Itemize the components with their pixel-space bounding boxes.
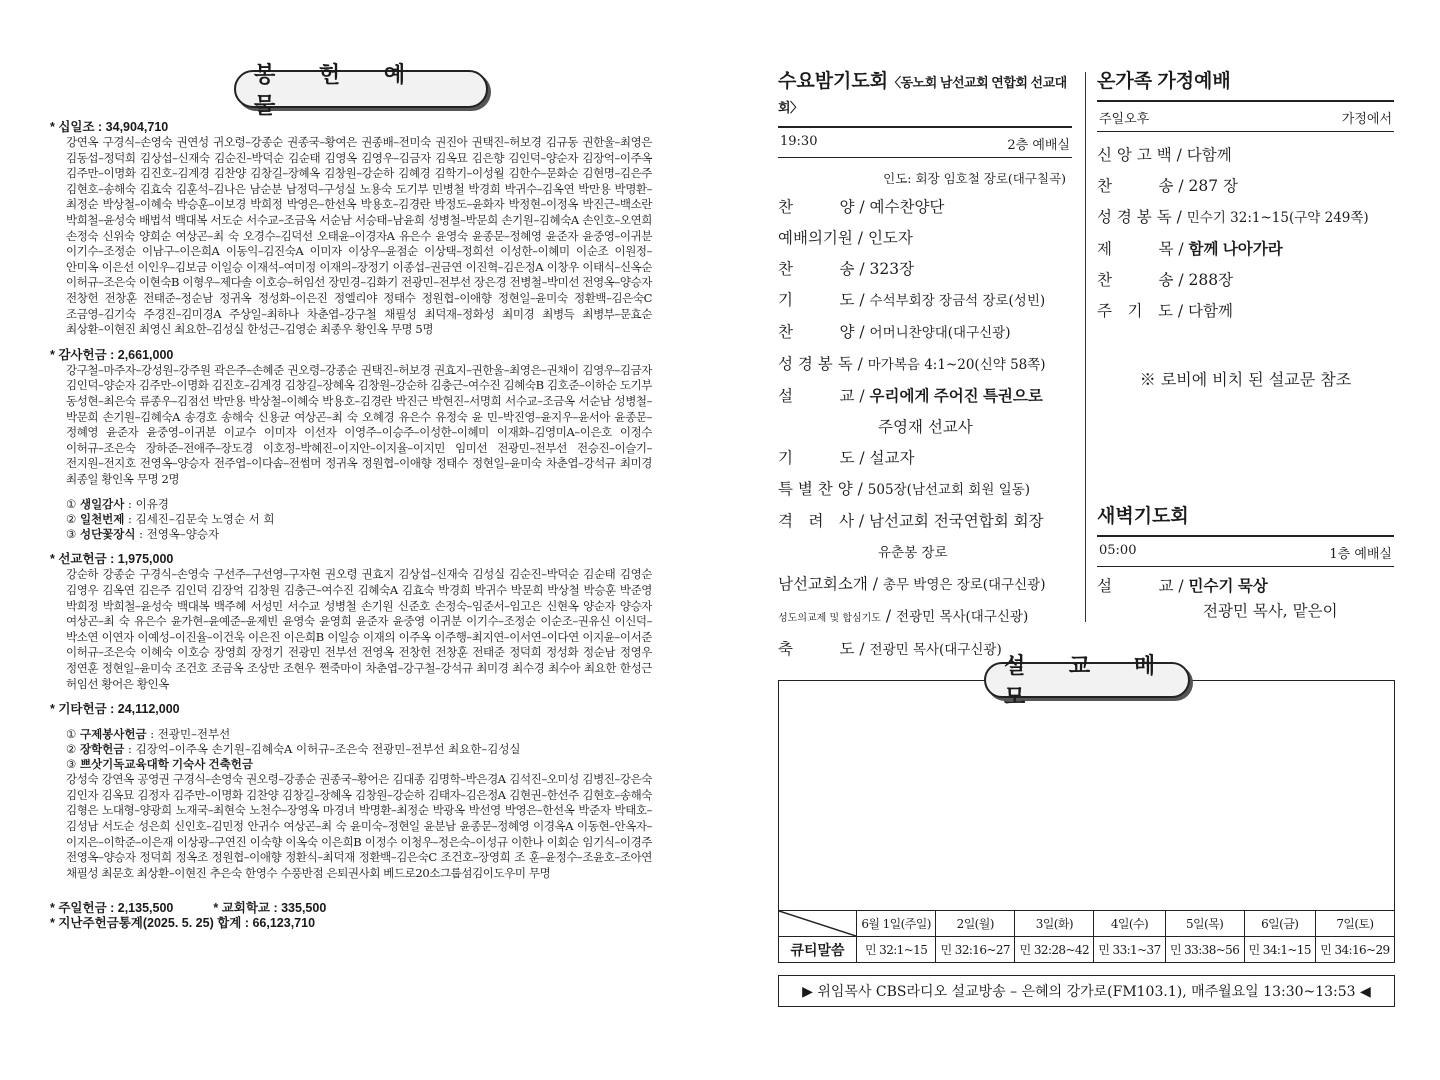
order-item-key: 찬 양 xyxy=(778,323,855,341)
order-item-key: 성 경 봉 독 xyxy=(778,355,853,373)
order-item-value: 다함께 xyxy=(1188,302,1233,320)
other-sub-item: ① 구제봉사헌금 : 전광민–전부선 xyxy=(66,727,231,742)
order-item-value: 505장(남선교회 회원 일동) xyxy=(867,482,1031,498)
family-time: 주일오후 xyxy=(1099,112,1150,127)
order-item-value: 다함께 xyxy=(1186,146,1232,164)
order-item: 성도의교제 및 합심기도 / 전광민 목사(대구신광) xyxy=(778,601,1072,634)
qt-verse: 민 34:16~29 xyxy=(1315,937,1394,963)
order-item: 기 도 / 설교자 xyxy=(778,443,1072,474)
totals-line xyxy=(50,901,652,916)
offering-title: 봉 헌 예 물 xyxy=(234,70,488,108)
family-place: 가정에서 xyxy=(1341,112,1392,127)
school-total: * 교회학교 : 335,500 xyxy=(213,901,327,916)
order-item: 찬 송 / 287 장 xyxy=(1097,171,1394,202)
dawn-place: 1층 예배실 xyxy=(1329,547,1392,562)
thanks-sub-item: ① 생일감사 : 이유경 xyxy=(66,497,169,512)
wednesday-subtitle: 〈동노회 남선교회 연합회 선교대회〉 xyxy=(778,75,1067,115)
offering-page xyxy=(50,62,652,1070)
order-item xyxy=(778,412,1072,443)
qt-verse: 민 33:38~56 xyxy=(1165,937,1244,963)
order-item: 특 별 찬 양 / 505장(남선교회 회원 일동) xyxy=(778,474,1072,506)
order-item: 찬 양 / 어머니찬양대(대구신광) xyxy=(778,317,1072,349)
order-item: 찬 송 / 323장 xyxy=(778,254,1072,285)
order-item: 축 도 / 전광민 목사(대구신광) xyxy=(778,634,1072,666)
wednesday-lead: 인도: 회장 임호철 장로(대구칠곡) xyxy=(883,171,1066,186)
other-section xyxy=(50,702,652,881)
order-item-key: 찬 송 xyxy=(1097,271,1174,289)
order-item: 예배의기원 / 인도자 xyxy=(778,223,1072,254)
qt-day: 5일(목) xyxy=(1165,911,1244,937)
order-item: 신 앙 고 백 / 다함께 xyxy=(1097,140,1394,171)
mission-section xyxy=(50,552,652,692)
order-item-value: 예수찬양단 xyxy=(869,198,945,216)
qt-verse: 민 32:1~15 xyxy=(857,937,936,963)
order-item-value: 민수기 32:1~15(구약 249쪽) xyxy=(1186,210,1369,226)
order-item-value: 총무 박영은 장로(대구신광) xyxy=(882,577,1046,593)
order-item-key: 찬 송 xyxy=(778,260,855,278)
qt-day: 2일(월) xyxy=(936,911,1015,937)
qt-verse: 민 34:1~15 xyxy=(1244,937,1315,963)
sunday-total: * 주일헌금 : 2,135,500 xyxy=(50,901,174,916)
qt-day: 7일(토) xyxy=(1315,911,1394,937)
wednesday-order xyxy=(778,192,1072,666)
other-sub-item: ② 장학헌금 : 김장억–이주옥 손기원–김혜숙A 이허규–조은숙 전광민–전부선 최요한–김성실 xyxy=(66,742,521,757)
thanks-sub-item: ③ 성단꽃장식 : 전영옥–양승자 xyxy=(66,527,220,542)
order-item-key: 특 별 찬 양 xyxy=(778,480,853,498)
order-item-value: 수석부회장 장금석 장로(성빈) xyxy=(869,293,1046,309)
order-item-key: 기 도 xyxy=(778,291,855,309)
order-item-key: 찬 송 xyxy=(1097,177,1174,195)
thanks-sub-item: ② 일천번제 : 김세진–김문숙 노영순 서 희 xyxy=(66,512,275,527)
order-item-key: 축 도 xyxy=(778,640,855,658)
order-item-value: 함께 나아가라 xyxy=(1188,241,1283,258)
order-item-key: 성 경 봉 독 xyxy=(1097,208,1172,226)
qt-day-row xyxy=(779,911,1395,937)
family-service xyxy=(1097,70,1394,390)
wednesday-time: 19:30 xyxy=(780,134,818,149)
dawn-title: 새벽기도회 xyxy=(1097,506,1189,527)
dawn-sermon-title: 민수기 묵상 xyxy=(1188,578,1268,595)
order-item-key: 격 려 사 xyxy=(778,512,854,530)
order-item: 찬 송 / 288장 xyxy=(1097,265,1394,296)
order-item-key: 설 교 xyxy=(778,387,855,405)
order-item-key: 성도의교제 및 합심기도 xyxy=(778,613,881,624)
dawn-time: 05:00 xyxy=(1099,543,1137,558)
order-item-value: 설교자 xyxy=(869,449,915,467)
order-item-value: 인도자 xyxy=(867,229,913,247)
construction-names: 강성숙 강연옥 공영권 구경식–손영숙 권오령–강종순 권종국–황어은 김대종 김명학–박은경A 김석진–오미성 김병진–강은숙 김인자 김옥묘 김정자 김주만–이명화 김찬양 김창길–장혜옥 김창원–강순하 김태자–김은정A 김현권–한선주 김현호–송해숙 김형은 노대형–양광희 노재국–최현숙 노천수–장영옥 마경녀 박명환–최정순 박광옥 박선영 박영은–한선옥 박준자 박태호–김성남 서도순 성은희 신인호–김민정 안귀수 여상곤–최 숙 윤미숙–정현일 윤분남 윤종문–정혜영 이경옥A 이동현–안옥자–이지은–이학준–이은재 이상광–구연진 이숙향 이옥숙 이은희B 이정수 이청우–정은숙–이성규 이한나 이회순 임기식–이경주 전영옥–양승자 정덕희 정옥조 정원협–이애향 정환식–최덕재 정환백–김은숙C 조건호–장영희 조 훈–윤정수–조윤호–조아연 채필성 최문호 최상환–이현진 추은숙 한영수 수풍반점 은퇴권사회 베드로20소그룹섬김이도우미 무명 xyxy=(66,772,652,880)
family-meta xyxy=(1097,100,1394,132)
thanks-names: 강구철–마주자–강성원–강주원 곽은주–손혜준 권오령–강종순 권택진–허보경 권효지–권한울–최영은–권채이 김영우–김금자 김인덕–양순자 김주만–이명화 김진호–김계경 김창길–장혜옥 김창원–강순하 김충근–여수진 김혜숙B 김호준–이하순 도기부 동성현–최은숙 류종우–김점선 박만용 박상철–이혜숙 박용호–김경란 박진근 박현진–서명희 서수교–조금옥 서순남 성병철–박문희 손기원–김혜숙A 송경호 송해숙 신용균 여상곤–최 숙 오혜경 유은수 유정숙 윤 민–박진영–윤지우–윤서아 윤종문–정혜영 윤준자 윤중영–이귀분 이교수 이미자 이선자 이영주–이승주–이성한–이혜미 이재화–김영미A–이은호 이정수 이허규–조은숙 장하준–전애주–장도경 이호정–박혜진–이지안–이지율–이지민 임미선 전광민–전부선 전승진–이슬기–전지원–전지호 전영옥–양승자 전주엽–이다솜–전썸머 정귀옥 정원협–이애향 정태수 정현일–윤미숙 차춘엽–강석규 최미경 최종일 황인옥 무명 2명 xyxy=(66,362,652,486)
qt-day: 3일(화) xyxy=(1015,911,1094,937)
dawn-preacher: 전광민 목사, 맡은이 xyxy=(1203,602,1338,620)
offering-list xyxy=(50,120,652,931)
wednesday-title: 수요밤기도회〈동노회 남선교회 연합회 선교대회〉 xyxy=(778,71,1067,115)
qt-verse-row xyxy=(779,937,1395,963)
dawn-meta xyxy=(1097,535,1394,567)
wednesday-place: 2층 예배실 xyxy=(1007,138,1070,153)
order-item: 격 려 사 / 남선교회 전국연합회 회장 xyxy=(778,506,1072,537)
order-item-key: 제 목 xyxy=(1097,240,1174,258)
mission-heading: * 선교헌금 : 1,975,000 xyxy=(50,552,174,567)
wednesday-meta xyxy=(778,126,1072,158)
tithe-section xyxy=(50,120,652,338)
order-item-key: 기 도 xyxy=(778,449,855,467)
order-item-value: 전광민 목사(대구신광) xyxy=(896,609,1029,625)
order-item xyxy=(778,537,1072,569)
qt-table xyxy=(778,910,1395,963)
order-item-value: 전광민 목사(대구신광) xyxy=(869,642,1002,658)
order-item: 제 목 / 함께 나아가라 xyxy=(1097,234,1394,265)
family-title: 온가족 가정예배 xyxy=(1097,71,1231,92)
order-item-value: 287 장 xyxy=(1188,177,1239,195)
column-divider xyxy=(1085,72,1086,622)
tithe-heading: * 십일조 : 34,904,710 xyxy=(50,120,169,134)
order-item: 성 경 봉 독 / 마가복음 4:1~20(신약 58쪽) xyxy=(778,349,1072,381)
order-item-key: 신 앙 고 백 xyxy=(1097,146,1172,164)
qt-day: 6일(금) xyxy=(1244,911,1315,937)
order-item-value: 323장 xyxy=(869,260,915,278)
order-item-value: 우리에게 주어진 특권으로 xyxy=(869,388,1043,405)
order-item: 주 기 도 / 다함께 xyxy=(1097,296,1394,327)
memo-title: 설 교 메 모 xyxy=(984,662,1190,698)
order-item-key: 예배의기원 xyxy=(778,229,853,247)
other-heading: * 기타헌금 : 24,112,000 xyxy=(50,702,180,717)
order-item: 설 교 / 우리에게 주어진 특권으로 xyxy=(778,381,1072,412)
order-item-key: 주 기 도 xyxy=(1097,302,1173,320)
last-week-total: * 지난주헌금통계(2025. 5. 25) 합계 : 66,123,710 xyxy=(50,916,316,931)
family-note: ※ 로비에 비치 된 설교문 참조 xyxy=(1139,370,1352,389)
other-sub-item: ③ 쁘삿기독교육대학 기숙사 건축헌금 xyxy=(66,757,253,772)
dawn-sermon: 설 교 / 민수기 묵상 xyxy=(1097,577,1268,595)
wednesday-service xyxy=(778,70,1072,666)
order-item-key: 찬 양 xyxy=(778,198,855,216)
qt-verse: 민 33:1~37 xyxy=(1094,937,1165,963)
order-item-value: 유춘봉 장로 xyxy=(878,545,948,561)
qt-day: 6월 1일(주일) xyxy=(857,911,936,937)
order-item-value: 남선교회 전국연합회 회장 xyxy=(869,512,1044,530)
order-item-value: 어머니찬양대(대구신광) xyxy=(869,325,1011,341)
order-item-value: 주영재 선교사 xyxy=(878,418,973,436)
order-item-value: 마가복음 4:1~20(신약 58쪽) xyxy=(867,357,1046,373)
qt-verse: 민 32:16~27 xyxy=(936,937,1015,963)
order-item-value: 288장 xyxy=(1188,271,1234,289)
order-item: 기 도 / 수석부회장 장금석 장로(성빈) xyxy=(778,285,1072,317)
mission-names: 강순하 강종순 구경식–손영숙 구선주–구선영–구자현 권오령 권효지 김상섭–신재숙 김성실 김순진–박덕순 김순태 김영순 김영우 김옥연 김은주 김인덕 김장억 김창원 김충근–여수진 김혜숙A 김효숙 박경희 박귀수 박문희 박상철 박승훈 박준영 박희정 박희철–윤성숙 백대복 백주혜 서성민 서수교 성병철 손기원 신준호 손정숙–임준서–임고은 신현옥 양순자 양승자 여상곤–최 숙 유은수 윤가현–윤예준–윤제빈 윤영숙 윤영희 윤준자 윤중영 이귀분 이기수–조정순 이순조–권유신 이신덕–박소연 이연자 이예성–이진율–이건욱 이은진 이은희B 이일승 이재의 이주옥 이주행–최지연–이서연–이다연 이지윤–이서준 이허규–조은숙 이혜숙 이호승 장영희 장정기 전광민 전부선 전영옥 전창헌 전창훈 전태준 정덕희 정성화 정순남 정영우 정연훈 정현일–윤미숙 조건호 조금옥 조상만 조현우 쩐죽마이 차춘엽–강구철–강석규 최미경 최수경 최수아 최요한 한성근 허임선 황어은 황인옥 xyxy=(66,567,652,691)
thanks-section xyxy=(50,348,652,543)
order-item: 성 경 봉 독 / 민수기 32:1~15(구약 249쪽) xyxy=(1097,202,1394,234)
dawn-service xyxy=(1097,505,1394,622)
order-item: 남선교회소개 / 총무 박영은 장로(대구신광) xyxy=(778,569,1072,601)
qt-verse: 민 32:28~42 xyxy=(1015,937,1094,963)
family-order xyxy=(1097,140,1394,327)
qt-corner xyxy=(779,911,857,937)
qt-day: 4일(수) xyxy=(1094,911,1165,937)
qt-label: 큐티말씀 xyxy=(779,937,857,963)
order-item: 찬 양 / 예수찬양단 xyxy=(778,192,1072,223)
thanks-heading: * 감사헌금 : 2,661,000 xyxy=(50,347,174,362)
radio-notice: ▶ 위임목사 CBS라디오 설교방송 – 은혜의 강가로(FM103.1), 매주월요일 13:30~13:53 ◀ xyxy=(778,975,1395,1007)
tithe-names: 강연옥 구경식–손영숙 권연성 귀오령–강종순 권종국–황여은 권종배–전미숙 권진아 권택진–허보경 김규동 권한울–최영은 김동섭–정덕희 김상섭–신재숙 김순진–박덕순 김순태 김영옥 김영우–김금자 김옥묘 김은향 김인덕–양순자 김장억–이주옥 김주만–이명화 김진호–김계경 김찬양 김창길–장혜옥 김창원–강순하 김혜경 김학기–이성월 김한수–문화순 김현명–김은주 김현호–송해숙 김효숙 김훈석–김나은 남순분 남정덕–구성실 노용숙 도기부 민병철 박경희 박귀수–김옥연 박만용 박명환–최정순 박상철–이혜숙 박승훈–이보경 박희정 박영은–한선옥 박용호–김경란 박정도–윤화자 박정현–이정옥 박진근–백소란 박희철–윤성숙 배법석 백대복 서도순 서수교–조금옥 서순남 서승태–남윤희 성병철–박문희 손기원–김혜숙A 손인호–오연희 손정숙 신위숙 양희순 여상곤–최 숙 오경수–김덕선 오태윤–이경자A 유은수 윤영숙 윤종문–정혜영 윤준자 윤중영–이귀분 이기수–조정순 이남구–이은희A 이동익–김진숙A 이미자 이상우–윤점순 이상택–정희선 이성한–이혜미 이순조 이원정–안미옥 이은선 이인우–김보금 이일승 이재석–여미정 이재의–장정기 이종섭–권금연 이진혁–김은정A 이창우 이태식–신옥순 이허규–조은숙 이현숙B 이형우–제다솔 이호승–허임선 장민경–김화기 전광민–전부선 장은경 전병철–박미선 전영옥–양승자 전창헌 전창훈 전태준–정순남 정귀옥 정성화–이은진 정엘리야 정태수 정원협–이애향 정현일–윤미숙 정환백–김은숙C 조금영–김기숙 주경진–김미경A 주상일–최하나 차춘엽–강구철 채필성 최덕재–정화성 최미경 최병득 최병부–문효순 최상환–이현진 최영신 최요한–김성실 한성근–김영순 최종우 황인옥 무명 5명 xyxy=(66,135,652,337)
order-item-key: 남선교회소개 xyxy=(778,575,868,593)
